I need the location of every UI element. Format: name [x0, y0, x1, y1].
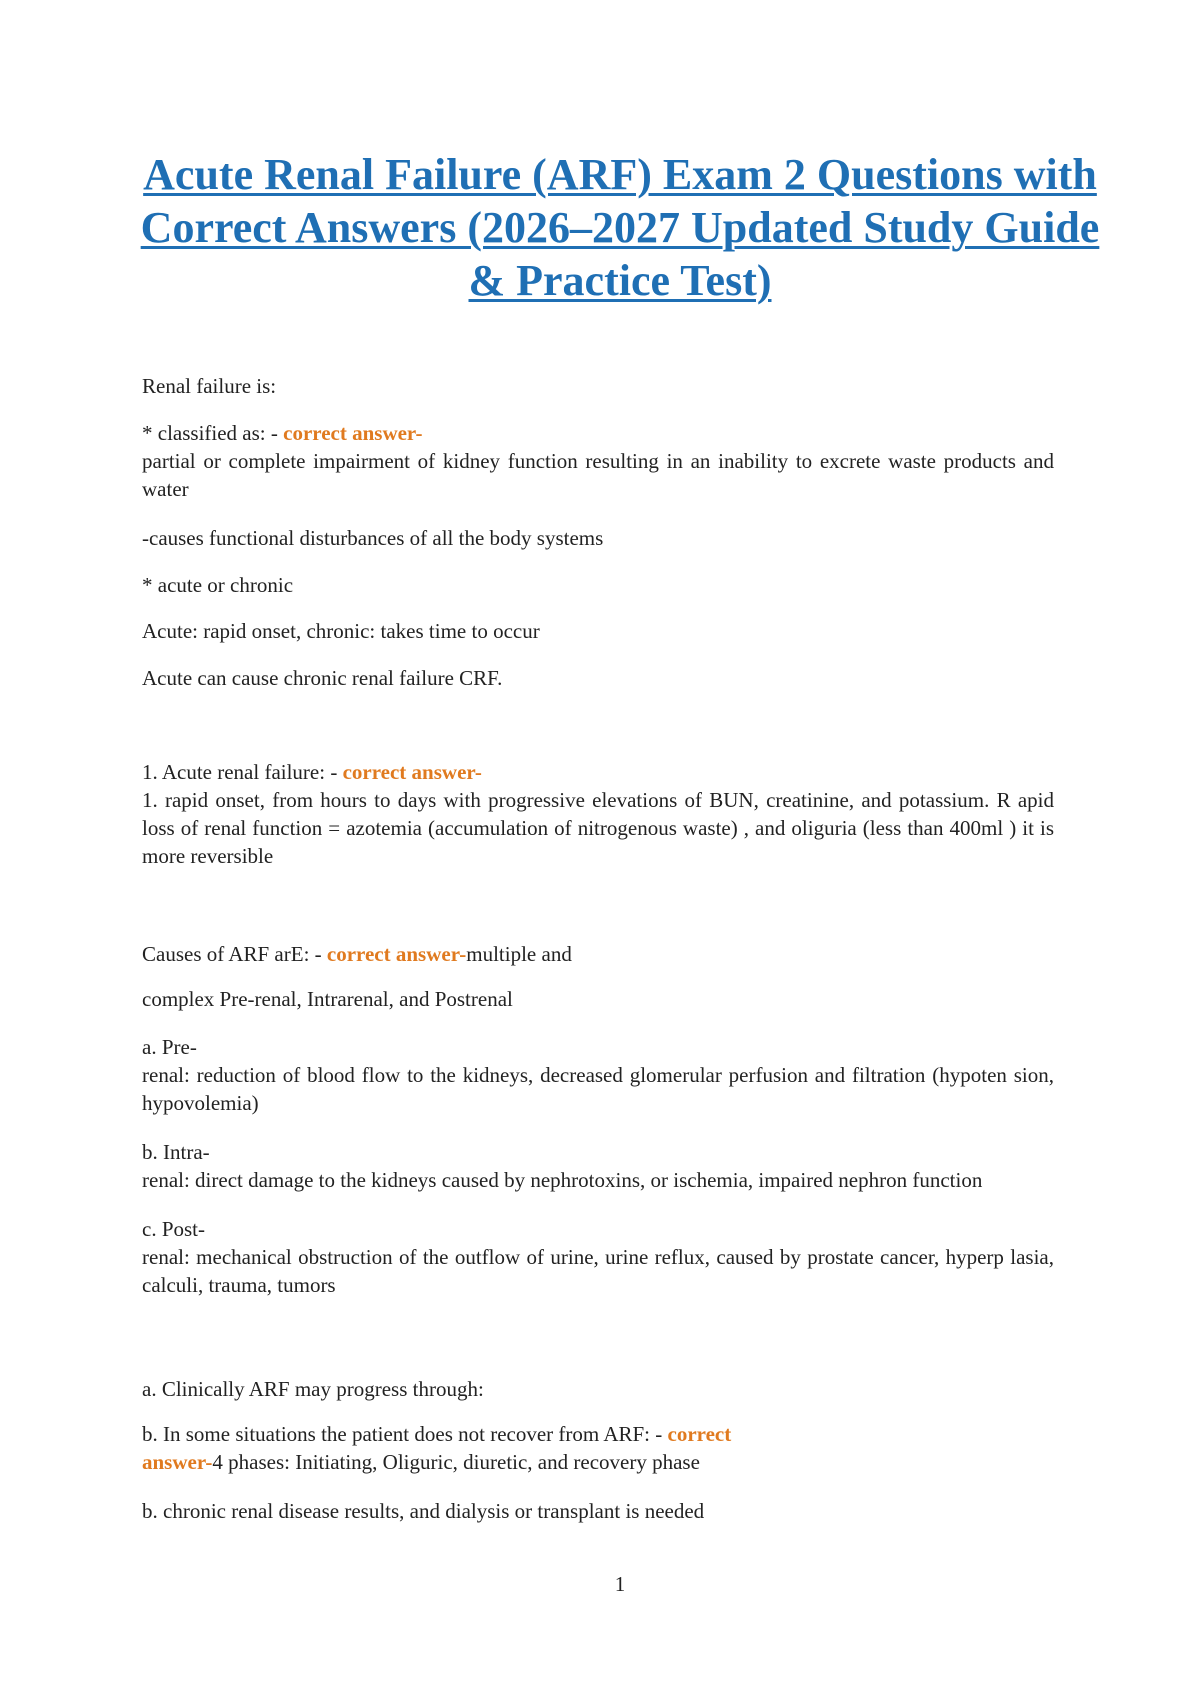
post-renal-heading: c. Post- [142, 1217, 205, 1241]
intra-renal-text: renal: direct damage to the kidneys caused by nephrotoxins, or ischemia, impaired nephron function [142, 1168, 983, 1192]
pre-renal [142, 1033, 1054, 1117]
answer-label: correct answer- [342, 760, 482, 784]
qa-acute-renal-failure [142, 758, 1054, 870]
qa-causes-arf [142, 940, 1054, 968]
answer-label: correct [667, 1422, 732, 1446]
answer-text: 1. rapid onset, from hours to days with progressive elevations of BUN, creatinine, and potassium. R apid loss of renal function = azotemia (accumulation of nitrogenous waste) , and oliguria (less than 400ml ) it is more reversible [142, 788, 1054, 868]
answer-text: 4 phases: Initiating, Oliguric, diuretic, and recovery phase [212, 1450, 700, 1474]
causes-disturbances: -causes functional disturbances of all the body systems [142, 526, 604, 550]
post-renal-text: renal: mechanical obstruction of the outflow of urine, urine reflux, caused by prostate cancer, hyperp lasia, calculi, trauma, tumors [142, 1245, 1054, 1297]
question-text: b. In some situations the patient does not recover from ARF: - [142, 1422, 668, 1446]
question-text: Causes of ARF arE: - [142, 942, 327, 966]
intra-renal-heading: b. Intra- [142, 1140, 210, 1164]
acute-or-chronic: * acute or chronic [142, 573, 294, 597]
intra-renal [142, 1138, 1054, 1194]
qa-no-recovery [142, 1420, 1054, 1476]
causes-list: complex Pre-renal, Intrarenal, and Postrenal [142, 987, 513, 1011]
question-text: * classified as: - [142, 421, 284, 445]
page-number: 1 [614, 1572, 626, 1596]
acute-cause-crf: Acute can cause chronic renal failure CRF. [142, 666, 503, 690]
answer-text: multiple and [466, 942, 572, 966]
answer-label-continued: answer- [142, 1450, 213, 1474]
answer-label: correct answer- [326, 942, 467, 966]
post-renal [142, 1215, 1054, 1299]
chronic-result: b. chronic renal disease results, and dialysis or transplant is needed [142, 1499, 705, 1523]
question-text: 1. Acute renal failure: - [142, 760, 343, 784]
document-title: Acute Renal Failure (ARF) Exam 2 Questions with Correct Answers (2026–2027 Updated Study Guide & Practice Test) [140, 150, 1100, 305]
pre-renal-heading: a. Pre- [142, 1035, 197, 1059]
pre-renal-text: renal: reduction of blood flow to the kidneys, decreased glomerular perfusion and filtration (hypoten sion, hypovolemia) [142, 1063, 1054, 1115]
clinically-arf: a. Clinically ARF may progress through: [142, 1377, 484, 1401]
renal-intro: Renal failure is: [142, 374, 277, 398]
answer-text: partial or complete impairment of kidney function resulting in an inability to excrete waste products and water [142, 449, 1054, 501]
answer-label: correct answer- [283, 421, 423, 445]
qa-classified [142, 419, 1054, 503]
acute-rapid-onset: Acute: rapid onset, chronic: takes time to occur [142, 619, 540, 643]
